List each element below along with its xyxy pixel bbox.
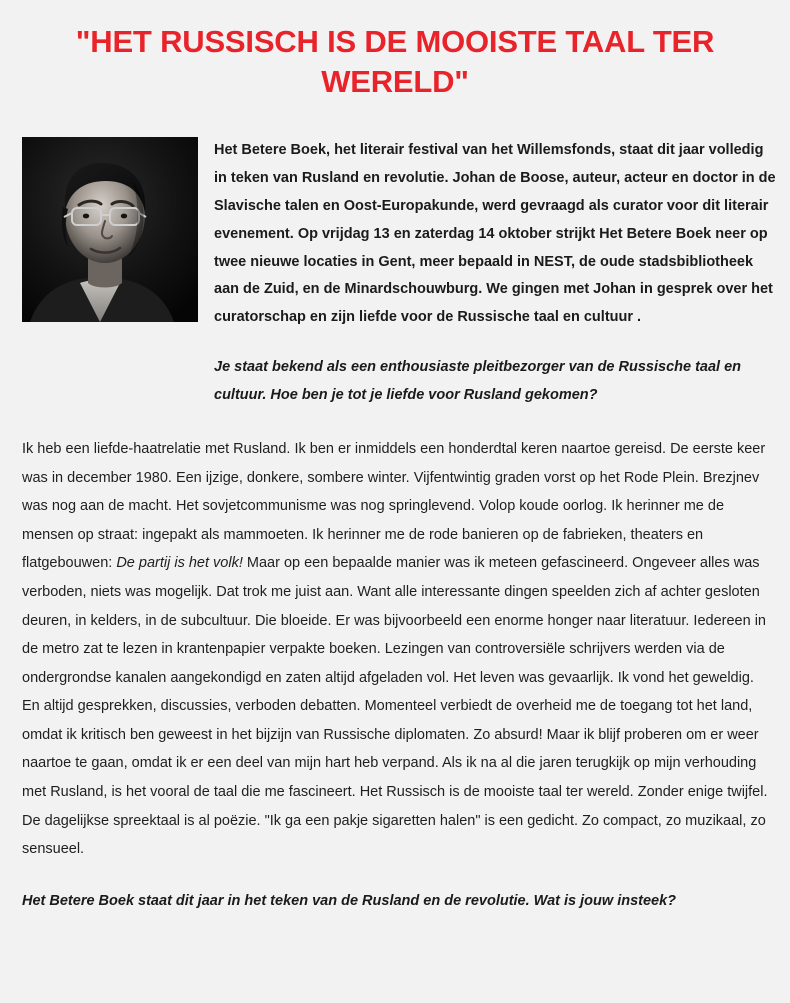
answer-1-text-part-1: Ik heb een liefde-haatrelatie met Rusland. Ik ben er inmiddels een honderdtal keren naartoe gereisd. De eerste keer was in december 1980. Een ijzige, donkere, sombere winter. Vijfentwintig graden vorst op het Rode Plein. Brezjnev was nog aan de macht. Het sovjetcommunisme was nog springlevend. Volop koude oorlog. Ik herinner me de mensen op straat: ingepakt als mammoeten. Ik herinner me de rode banieren op de fabrieken, theaters en flatgebouwen: bbox=[22, 441, 766, 572]
interview-question-1: Je staat bekend als een enthousiaste pleitbezorger van de Russische taal en cultuur. Hoe ben je tot je liefde voor Rusland gekomen? bbox=[214, 359, 742, 403]
interview-answer-1 bbox=[22, 435, 768, 863]
intro-column bbox=[214, 137, 776, 409]
answer-1-text-part-2: Maar op een bepaalde manier was ik meteen gefascineerd. Ongeveer alles was verboden, niets was mogelijk. Dat trok me juist aan. Want alle interessante dingen speelden zich af achter gesloten deuren, in kelders, in de subcultuur. Die bloeide. Er was bijvoorbeeld een enorme honger naar literatuur. Iedereen in de metro zat te lezen in krantenpapier verpakte boeken. Lezingen van controversiële schrijvers werden via de ondergrondse kanalen aangekondigd en zaten altijd afgeladen vol. Het leven was gevaarlijk. Ik vond het geweldig. En altijd gesprekken, discussies, verboden debatten. Momenteel verbiedt de overheid me de toegang tot het land, omdat ik kritisch ben geweest in het bijzijn van Russische diplomaten. Zo absurd! Maar ik blijf proberen om er weer naartoe te gaan, omdat ik er een deel van mijn hart heb verpand. Als ik na al die jaren terugkijk op mijn verhouding met Rusland, is het vooral de taal die me fascineert. Het Russisch is de mooiste taal ter wereld. Zonder enige twijfel. De dagelijkse spreektaal is al poëzie. "Ik ga een pakje sigaretten halen" is een gedicht. Zo compact, zo muzikaal, zo sensueel. bbox=[22, 555, 768, 858]
article-content bbox=[22, 137, 776, 915]
article-intro: Het Betere Boek, het literair festival van het Willemsfonds, staat dit jaar volledig in teken van Rusland en revolutie. Johan de Boose, auteur, acteur en doctor in de Slavische talen en Oost-Europakunde, werd gevraagd als curator voor dit literair evenement. Op vrijdag 13 en zaterdag 14 oktober strijkt Het Betere Boek neer op twee nieuwe locaties in Gent, meer bepaald in NEST, de oude stadsbibliotheek aan de Zuid, en de Minardschouwburg. We gingen met Johan in gesprek over het curatorschap en zijn liefde voor de Russische taal en cultuur . bbox=[214, 142, 776, 326]
author-portrait-image bbox=[22, 137, 198, 322]
interview-question-2: Het Betere Boek staat dit jaar in het teken van de Rusland en de revolutie. Wat is jouw insteek? bbox=[22, 892, 677, 909]
article-body bbox=[22, 435, 768, 915]
answer-1-emphasis: De partij is het volk! bbox=[116, 555, 243, 572]
page-title: "HET RUSSISCH IS DE MOOISTE TAAL TER WERELD" bbox=[75, 24, 715, 99]
